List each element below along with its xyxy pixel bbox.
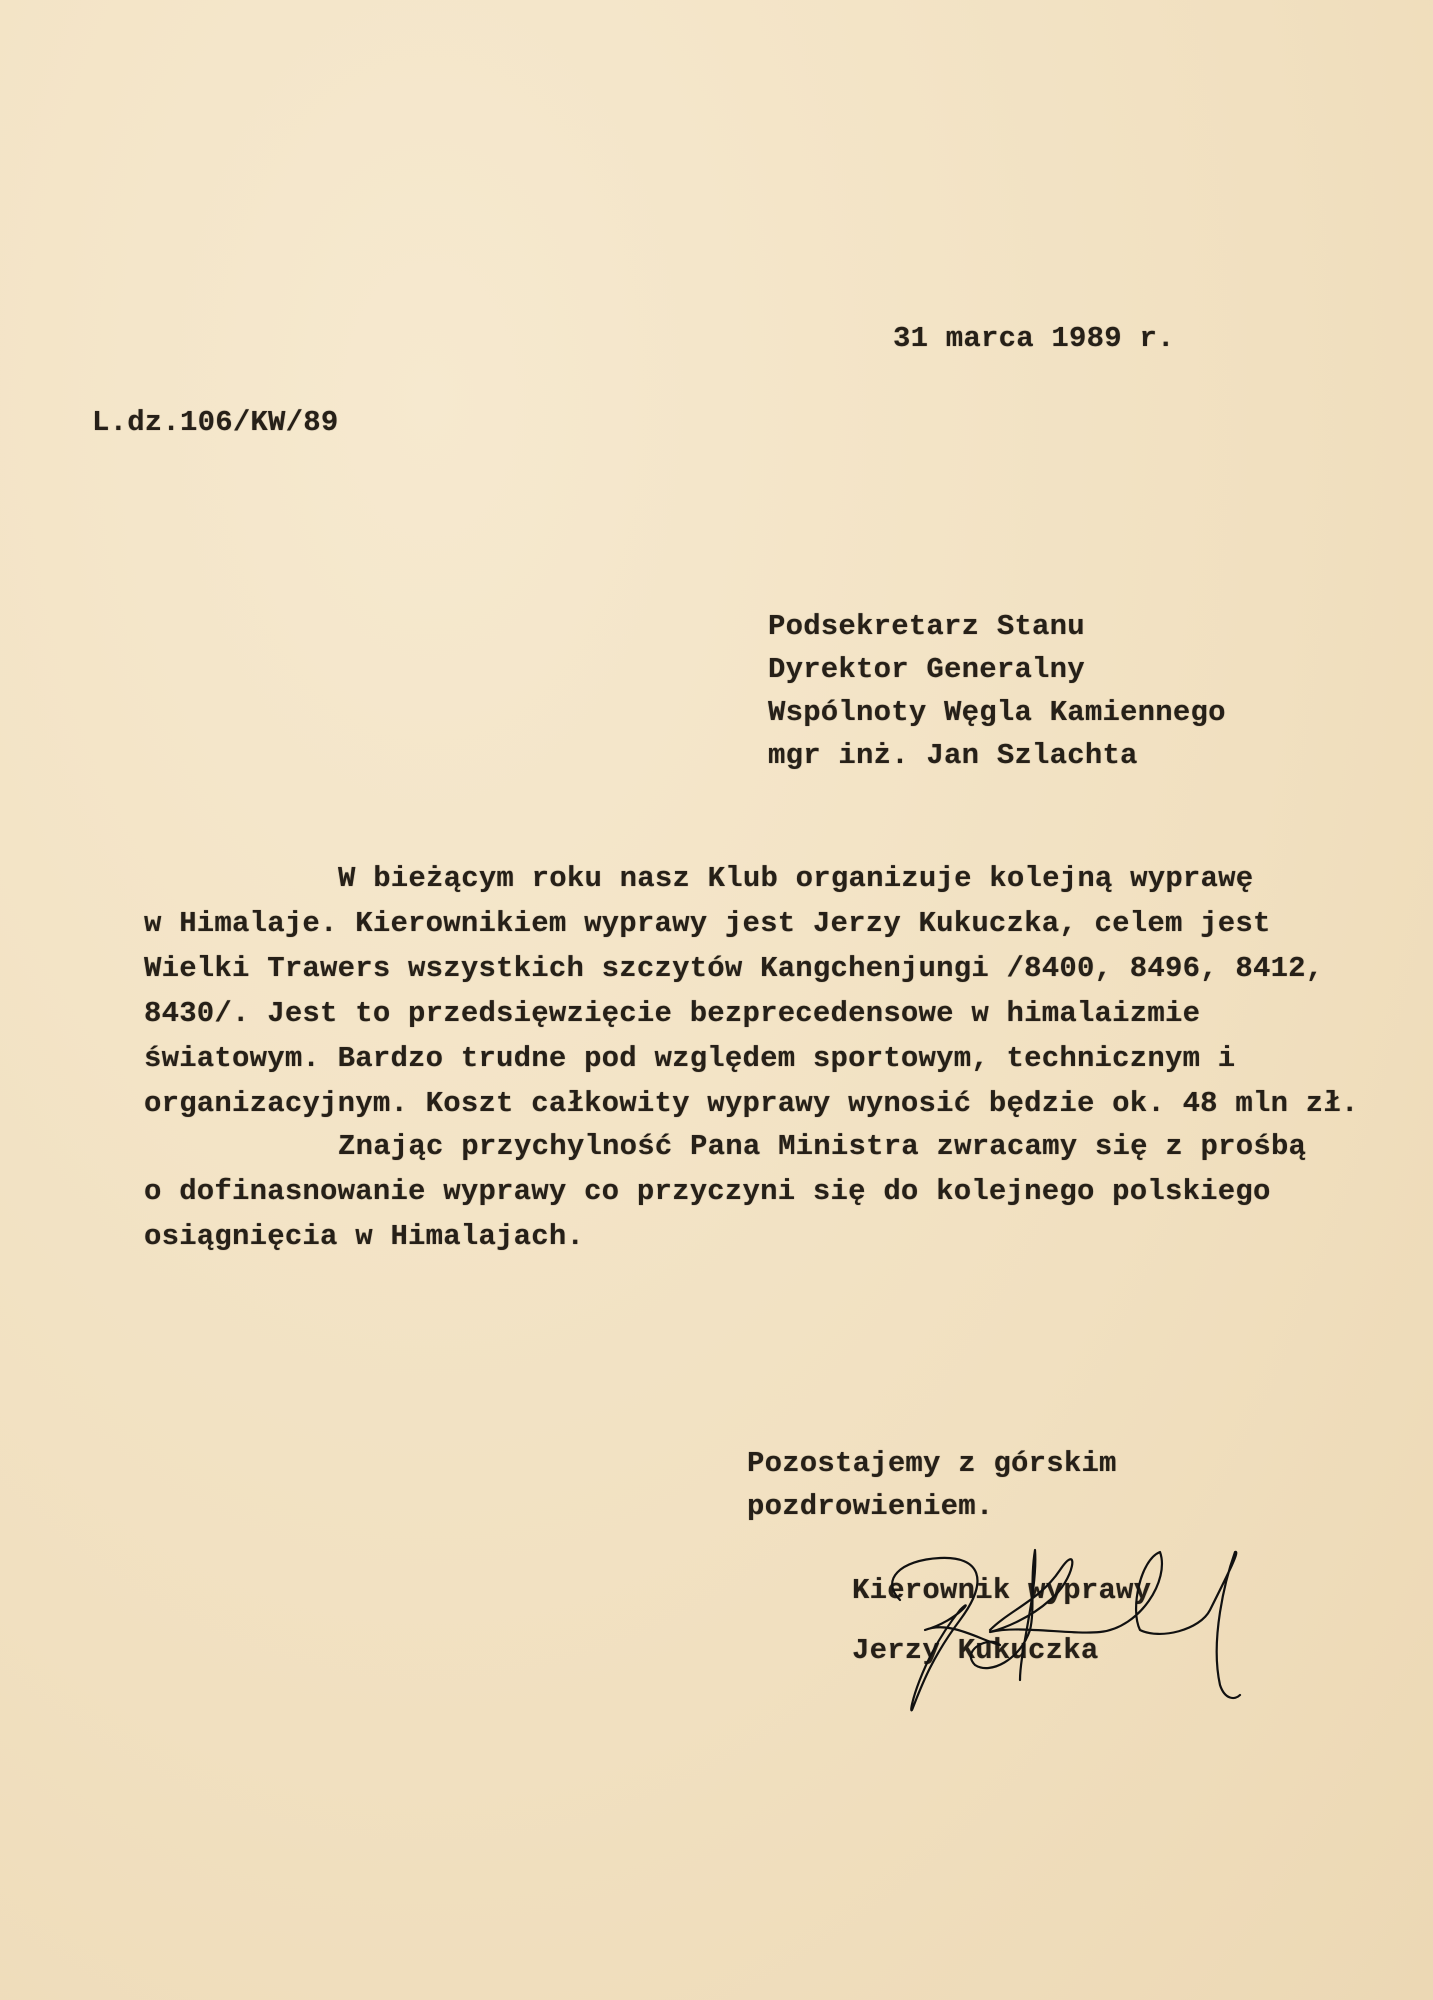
signer-name: Jerzy Kukuczka — [852, 1634, 1099, 1667]
body-line: w Himalaje. Kierownikiem wyprawy jest Jerzy Kukuczka, celem jest — [144, 907, 1271, 940]
body-line: o dofinasnowanie wyprawy co przyczyni się do kolejnego polskiego — [144, 1175, 1271, 1208]
recipient-line: Podsekretarz Stanu — [768, 610, 1085, 643]
body-line: osiągnięcia w Himalajach. — [144, 1220, 585, 1253]
closing-line: pozdrowieniem. — [747, 1490, 994, 1523]
letter-date: 31 marca 1989 r. — [893, 322, 1175, 355]
body-line: Wielki Trawers wszystkich szczytów Kangchenjungi /8400, 8496, 8412, — [144, 952, 1324, 985]
signer-title: Kierownik wyprawy — [852, 1574, 1152, 1607]
handwritten-signature — [840, 1540, 1280, 1720]
closing-line: Pozostajemy z górskim — [747, 1447, 1117, 1480]
recipient-line: Wspólnoty Węgla Kamiennego — [768, 696, 1226, 729]
recipient-line: Dyrektor Generalny — [768, 653, 1085, 686]
body-line: W bieżącym roku nasz Klub organizuje kolejną wyprawę — [338, 862, 1254, 895]
body-line: światowym. Bardzo trudne pod względem sportowym, technicznym i — [144, 1042, 1236, 1075]
body-line: Znając przychylność Pana Ministra zwracamy się z prośbą — [338, 1130, 1307, 1163]
body-line: 8430/. Jest to przedsięwzięcie bezprecedensowe w himalaizmie — [144, 997, 1201, 1030]
reference-number: L.dz.106/KW/89 — [92, 406, 339, 439]
recipient-line: mgr inż. Jan Szlachta — [768, 739, 1138, 772]
body-line: organizacyjnym. Koszt całkowity wyprawy wynosić będzie ok. 48 mln zł. — [144, 1087, 1359, 1120]
